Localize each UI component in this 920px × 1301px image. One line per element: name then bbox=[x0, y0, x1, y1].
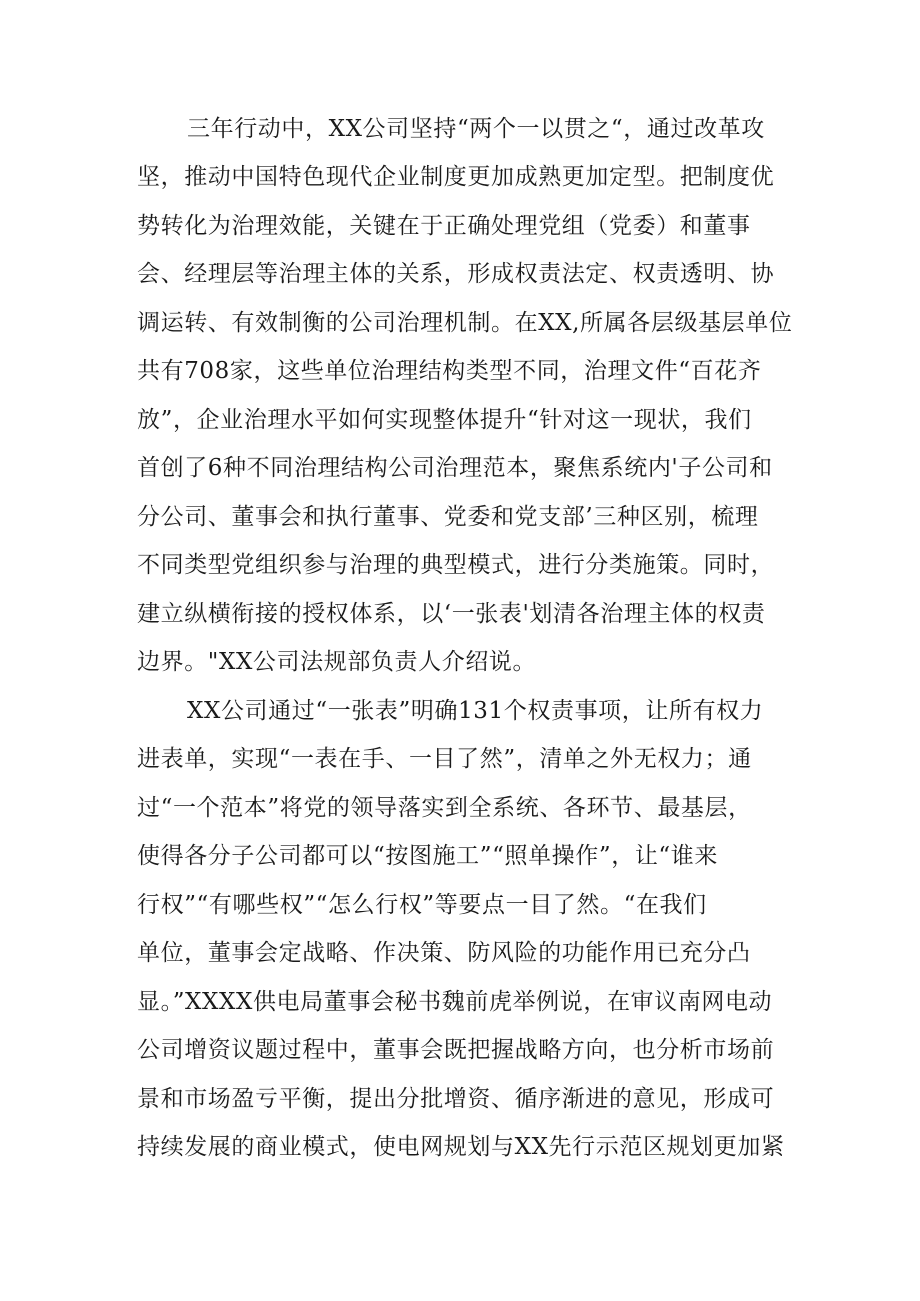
text-line: 景和市场盈亏平衡，提出分批增资、循序渐进的意见，形成可 bbox=[137, 1086, 775, 1112]
text-line: 会、经理层等治理主体的关系，形成权责法定、权责透明、协 bbox=[137, 261, 775, 287]
text-line: 三年行动中，XX公司坚持“两个一以贯之“，通过改革攻 bbox=[187, 116, 765, 142]
text-line: 过“一个范本”将党的领导落实到全系统、各环节、最基层， bbox=[137, 795, 752, 821]
text-line: 行权”“有哪些权”“怎么行权”等要点一目了然。“在我们 bbox=[137, 892, 707, 918]
text-line: 单位，董事会定战略、作决策、防风险的功能作用已充分凸 bbox=[137, 940, 751, 966]
text-line: 使得各分子公司都可以“按图施工”“照单操作”，让“谁来 bbox=[137, 843, 718, 869]
text-line: 持续发展的商业模式，使电网规划与XX先行示范区规划更加紧 bbox=[137, 1134, 785, 1160]
text-line: 公司增资议题过程中，董事会既把握战略方向，也分析市场前 bbox=[137, 1037, 775, 1063]
text-line: 势转化为治理效能，关键在于正确处理党组（党委）和董事 bbox=[137, 213, 751, 239]
text-line: 放”，企业治理水平如何实现整体提升“针对这一现状，我们 bbox=[137, 407, 752, 433]
text-line: 显。”XXXX供电局董事会秘书魏前虎举例说，在审议南网电动 bbox=[137, 989, 773, 1015]
text-line: XX公司通过“一张表”明确131个权责事项，让所有权力 bbox=[187, 698, 764, 724]
text-line: 分公司、董事会和执行董事、党委和党支部’三种区别，梳理 bbox=[137, 504, 759, 530]
text-line: 首创了6种不同治理结构公司治理范本，聚焦系统内'子公司和 bbox=[137, 455, 773, 481]
text-line: 边界。"XX公司法规部负责人介绍说。 bbox=[137, 649, 537, 675]
text-line: 建立纵横衔接的授权体系，以‘一张表'划清各治理主体的权责 bbox=[137, 601, 766, 627]
text-line: 坚，推动中国特色现代企业制度更加成熟更加定型。把制度优 bbox=[137, 164, 775, 190]
text-line: 不同类型党组织参与治理的典型模式，进行分类施策。同时， bbox=[137, 552, 775, 578]
text-line: 共有708家，这些单位治理结构类型不同，治理文件“百花齐 bbox=[137, 358, 762, 384]
text-line: 进表单，实现“一表在手、一目了然”，清单之外无权力；通 bbox=[137, 746, 752, 772]
text-line: 调运转、有效制衡的公司治理机制。在XX,所属各层级基层单位 bbox=[137, 310, 793, 336]
